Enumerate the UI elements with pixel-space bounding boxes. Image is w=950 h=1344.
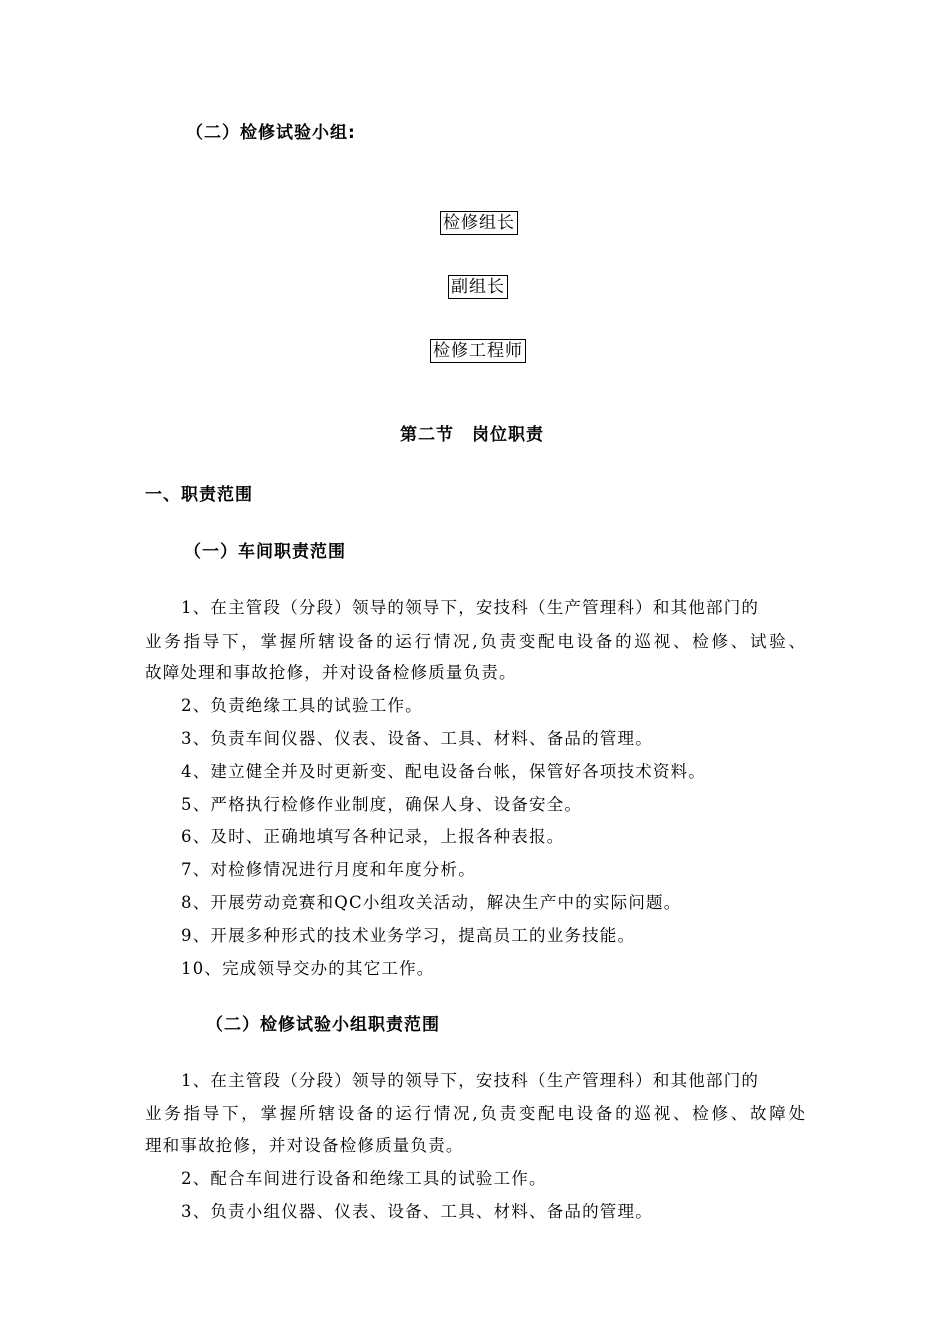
workshop-item: 9、开展多种形式的技术业务学习，提高员工的业务技能。 xyxy=(181,926,636,945)
workshop-item: 3、负责车间仪器、仪表、设备、工具、材料、备品的管理。 xyxy=(181,729,653,748)
group-item1-line1: 1、在主管段（分段）领导的领导下，安技科（生产管理科）和其他部门的 xyxy=(181,1071,760,1090)
workshop-item: 5、严格执行检修作业制度，确保人身、设备安全。 xyxy=(181,795,583,814)
section-title: 第二节 岗位职责 xyxy=(400,425,544,445)
workshop-item1-line1: 1、在主管段（分段）领导的领导下，安技科（生产管理科）和其他部门的 xyxy=(181,598,760,617)
org-box-engineer: 检修工程师 xyxy=(430,339,526,363)
workshop-item: 2、负责绝缘工具的试验工作。 xyxy=(181,696,423,715)
group-item: 2、配合车间进行设备和绝缘工具的试验工作。 xyxy=(181,1169,547,1188)
group-heading: （二）检修试验小组: xyxy=(186,123,356,143)
group-duties-heading: （二）检修试验小组职责范围 xyxy=(206,1015,440,1035)
workshop-item1-line3: 故障处理和事故抢修，并对设备检修质量负责。 xyxy=(145,663,517,682)
group-item1-line2: 业务指导下，掌握所辖设备的运行情况,负责变配电设备的巡视、检修、故障处 xyxy=(145,1104,805,1123)
workshop-heading: （一）车间职责范围 xyxy=(184,542,346,562)
group-item1-line3: 理和事故抢修，并对设备检修质量负责。 xyxy=(145,1136,464,1155)
workshop-item: 8、开展劳动竞赛和QC小组攻关活动，解决生产中的实际问题。 xyxy=(181,893,682,912)
org-box-deputy: 副组长 xyxy=(448,275,508,299)
part-one-heading: 一、职责范围 xyxy=(145,485,253,505)
workshop-item: 4、建立健全并及时更新变、配电设备台帐，保管好各项技术资料。 xyxy=(181,762,706,781)
workshop-item1-line2: 业务指导下，掌握所辖设备的运行情况,负责变配电设备的巡视、检修、试验、 xyxy=(145,632,805,651)
org-box-leader: 检修组长 xyxy=(440,211,518,235)
workshop-item: 10、完成领导交办的其它工作。 xyxy=(181,959,435,978)
workshop-item: 7、对检修情况进行月度和年度分析。 xyxy=(181,860,476,879)
group-item: 3、负责小组仪器、仪表、设备、工具、材料、备品的管理。 xyxy=(181,1202,653,1221)
workshop-item: 6、及时、正确地填写各种记录，上报各种表报。 xyxy=(181,827,565,846)
